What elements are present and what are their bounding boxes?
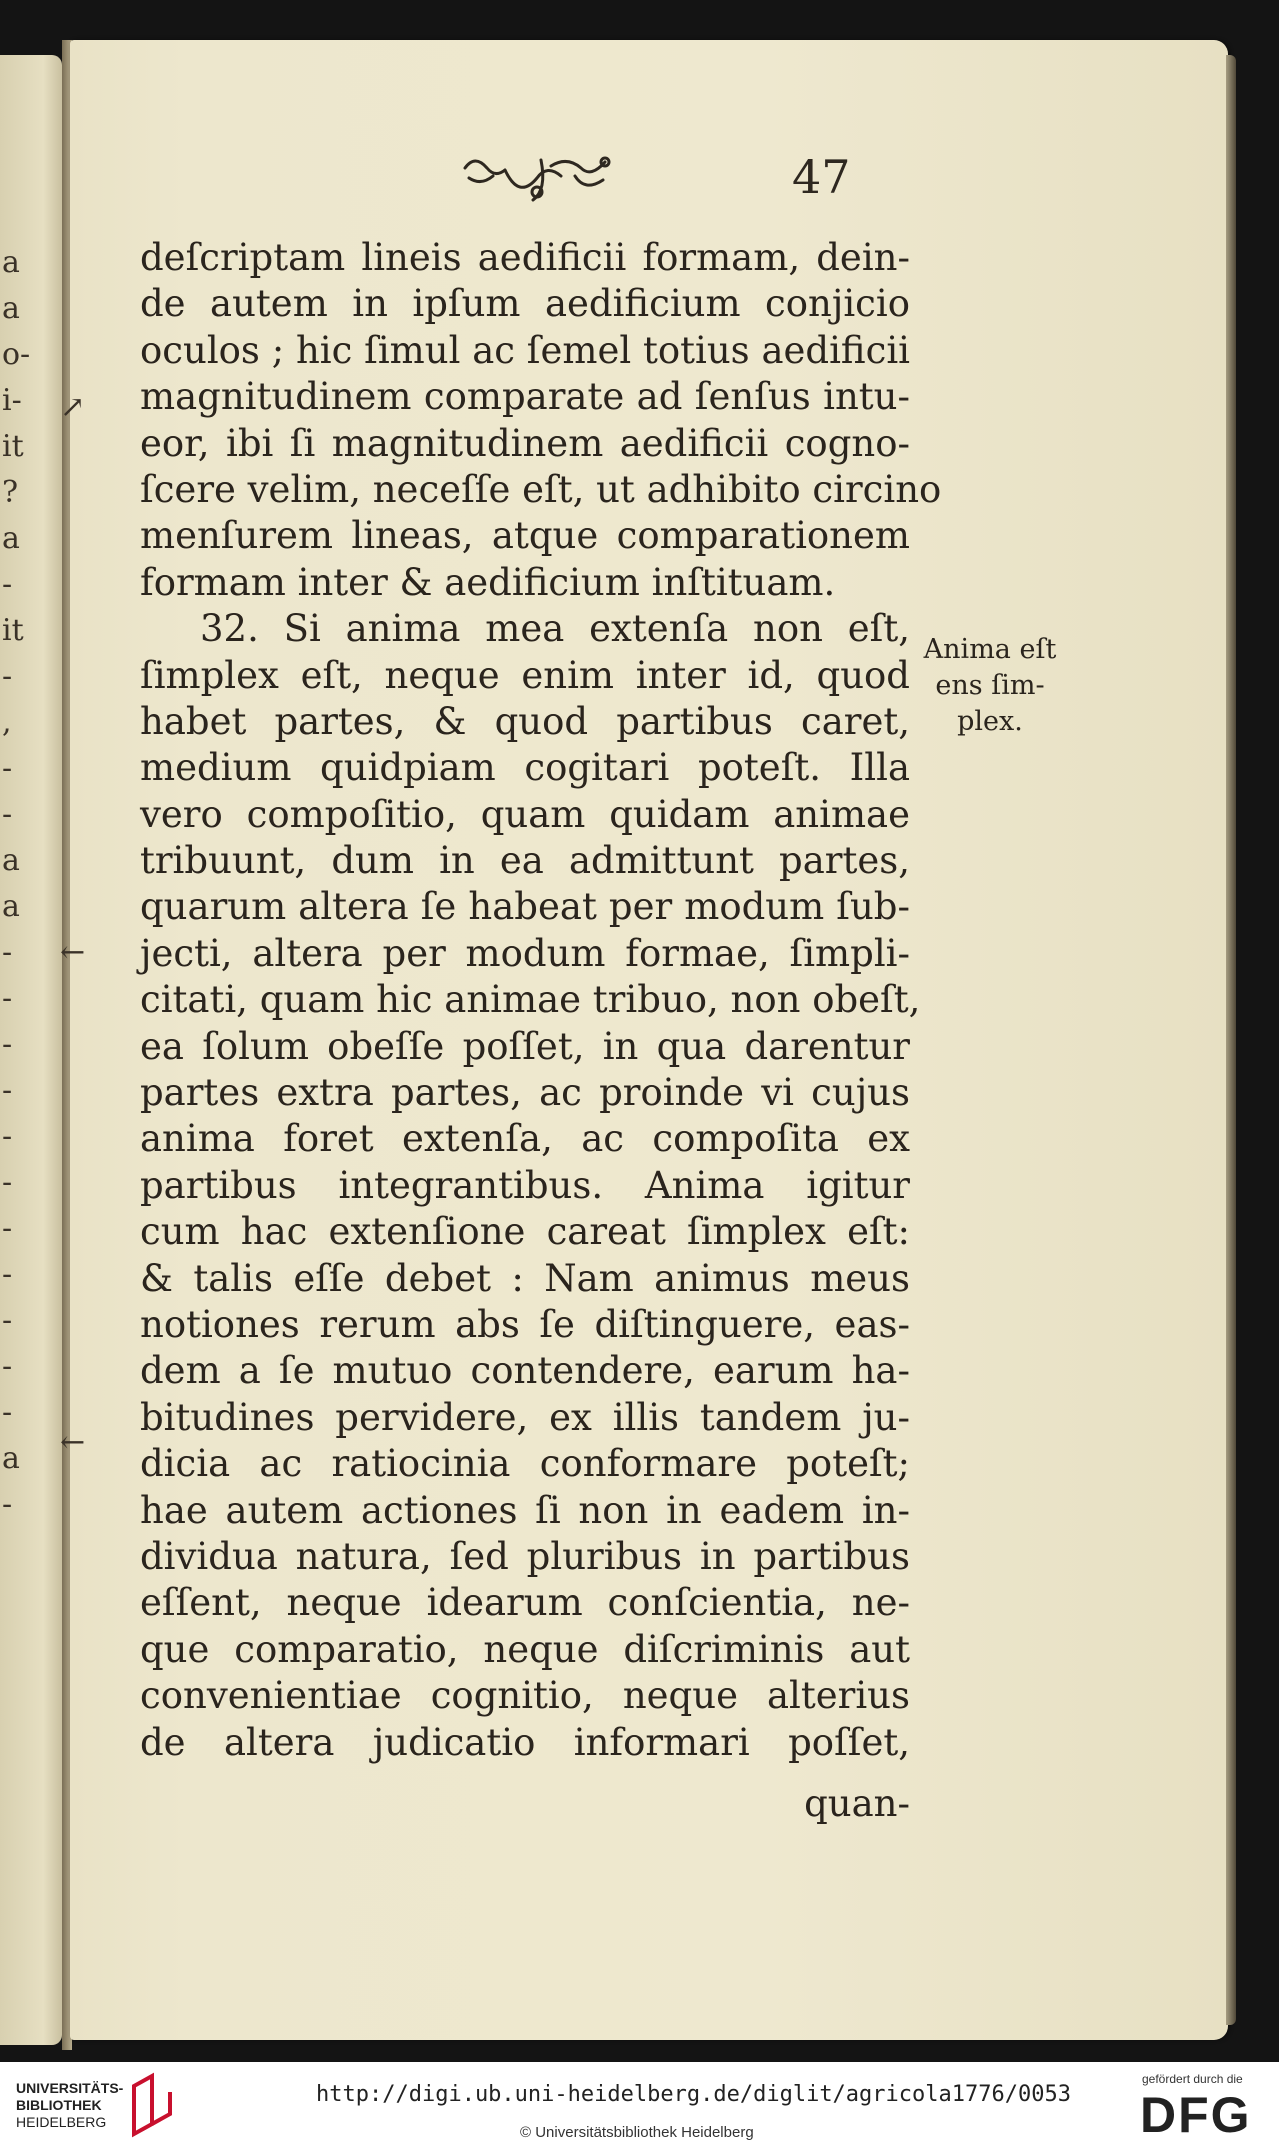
catchword: quan- bbox=[804, 1782, 910, 1825]
previous-page-fragment: - bbox=[2, 659, 13, 694]
text-line: dem a ſe mutuo contendere, earum ha- bbox=[140, 1349, 910, 1393]
text-line: vero compoſitio, quam quidam animae bbox=[140, 792, 910, 836]
previous-page-fragment: - bbox=[2, 1165, 13, 1200]
previous-page-fragment: - bbox=[2, 1027, 13, 1062]
text-line: de altera judicatio informari poſſet, bbox=[140, 1720, 910, 1764]
previous-page-fragment: - bbox=[2, 981, 13, 1016]
margin-note-line: ens ſim- bbox=[935, 670, 1045, 701]
previous-page-fragment: - bbox=[2, 1395, 13, 1430]
previous-page-fragment: - bbox=[2, 1349, 13, 1384]
text-line: partes extra partes, ac proinde vi cujus bbox=[140, 1071, 910, 1115]
previous-page-fragment: a bbox=[2, 889, 20, 924]
previous-page-fragment: , bbox=[2, 705, 12, 740]
pencil-mark: ← bbox=[60, 935, 86, 970]
text-line: ea ſolum obeſſe poſſet, in qua darentur bbox=[140, 1024, 910, 1068]
text-line: anima foret extenſa, ac compoſita ex bbox=[140, 1117, 910, 1161]
previous-page-fragment: - bbox=[2, 567, 13, 602]
library-logo-icon bbox=[130, 2072, 176, 2138]
pencil-mark: ← bbox=[60, 1425, 86, 1460]
previous-page-fragment: ? bbox=[2, 475, 19, 510]
text-line: notiones rerum abs ſe diſtinguere, eas- bbox=[140, 1302, 910, 1346]
page-right-edge bbox=[1226, 55, 1236, 2025]
text-line: de autem in ipſum aedificium conjicio bbox=[140, 282, 910, 326]
previous-page-fragment: a bbox=[2, 245, 20, 280]
text-line: quarum altera ſe habeat per modum ſub- bbox=[140, 885, 910, 929]
ornament-icon bbox=[455, 148, 625, 208]
text-line: & talis eſſe debet : Nam animus meus bbox=[140, 1256, 910, 1300]
library-name-line: BIBLIOTHEK bbox=[16, 2097, 102, 2113]
text-line: ſcere velim, neceſſe eſt, ut adhibito circino bbox=[140, 467, 942, 511]
text-line: oculos ; hic ſimul ac ſemel totius aedificii bbox=[140, 328, 910, 372]
text-line: medium quidpiam cogitari poteſt. Illa bbox=[140, 746, 910, 790]
previous-page-fragment: - bbox=[2, 1257, 13, 1292]
text-line: citati, quam hic animae tribuo, non obeſt, bbox=[140, 978, 921, 1022]
previous-page-fragment: - bbox=[2, 1303, 13, 1338]
margin-note-line: Anima eſt bbox=[923, 634, 1057, 665]
text-line: 32. Si anima mea extenſa non eſt, bbox=[200, 607, 910, 651]
text-line: tribuunt, dum in ea admittunt partes, bbox=[140, 839, 910, 883]
text-line: jecti, altera per modum formae, ſimpli- bbox=[140, 931, 910, 975]
library-name-line: UNIVERSITÄTS- bbox=[16, 2080, 124, 2096]
text-line: bitudines pervidere, ex illis tandem ju- bbox=[140, 1395, 910, 1439]
text-line: dividua natura, ſed pluribus in partibus bbox=[140, 1534, 910, 1578]
text-line: formam inter & aedificium inſtituam. bbox=[140, 560, 836, 604]
body-text bbox=[140, 235, 942, 1766]
text-line: habet partes, & quod partibus caret, bbox=[140, 699, 910, 743]
text-line: hae autem actiones ſi non in eadem in- bbox=[140, 1488, 910, 1532]
page-number: 47 bbox=[792, 150, 851, 204]
previous-page-fragment: it bbox=[2, 613, 24, 648]
text-line: partibus integrantibus. Anima igitur bbox=[140, 1163, 910, 1207]
previous-page-fragment: a bbox=[2, 291, 20, 326]
previous-page-fragment: a bbox=[2, 1441, 20, 1476]
text-line: menſurem lineas, atque comparationem bbox=[140, 514, 910, 558]
library-name bbox=[16, 2080, 123, 2131]
text-line: dicia ac ratiocinia conformare poteſt; bbox=[140, 1442, 910, 1486]
previous-page-fragment: - bbox=[2, 1487, 13, 1522]
book-page bbox=[60, 40, 1228, 2040]
page-url-link[interactable]: http://digi.ub.uni-heidelberg.de/diglit/agricola1776/0053 bbox=[316, 2082, 1071, 2107]
previous-page-fragment: o- bbox=[2, 337, 31, 372]
previous-page-fragment: - bbox=[2, 1073, 13, 1108]
margin-note-line: plex. bbox=[957, 706, 1023, 737]
text-line: que comparatio, neque diſcriminis aut bbox=[140, 1627, 910, 1671]
copyright-notice: © Universitätsbibliothek Heidelberg bbox=[520, 2124, 754, 2141]
text-line: eor, ibi ſi magnitudinem aedificii cogno- bbox=[140, 421, 910, 465]
previous-page-edge bbox=[0, 55, 62, 2045]
previous-page-fragment: - bbox=[2, 751, 13, 786]
margin-note bbox=[910, 632, 1070, 740]
footer-bar bbox=[0, 2062, 1279, 2152]
previous-page-fragment: it bbox=[2, 429, 24, 464]
previous-page-fragment: - bbox=[2, 797, 13, 832]
funder-caption: gefördert durch die bbox=[1142, 2072, 1243, 2086]
previous-page-fragment: a bbox=[2, 521, 20, 556]
pencil-mark: ↗ bbox=[60, 390, 86, 425]
library-name-line: HEIDELBERG bbox=[16, 2114, 107, 2130]
previous-page-fragment: a bbox=[2, 843, 20, 878]
text-line: convenientiae cognitio, neque alterius bbox=[140, 1674, 910, 1718]
text-line: ſimplex eſt, neque enim inter id, quod bbox=[140, 653, 910, 697]
funder-logo: DFG bbox=[1140, 2087, 1252, 2143]
text-line: cum hac extenſione careat ſimplex eſt: bbox=[140, 1210, 910, 1254]
text-line: magnitudinem comparate ad ſenſus intu- bbox=[140, 375, 910, 419]
previous-page-fragment: - bbox=[2, 1119, 13, 1154]
text-line: eſſent, neque idearum conſcientia, ne- bbox=[140, 1581, 910, 1625]
previous-page-fragment: i- bbox=[2, 383, 22, 418]
text-line: deſcriptam lineis aedificii formam, dein- bbox=[140, 236, 910, 279]
previous-page-fragment: - bbox=[2, 935, 13, 970]
previous-page-fragment: - bbox=[2, 1211, 13, 1246]
